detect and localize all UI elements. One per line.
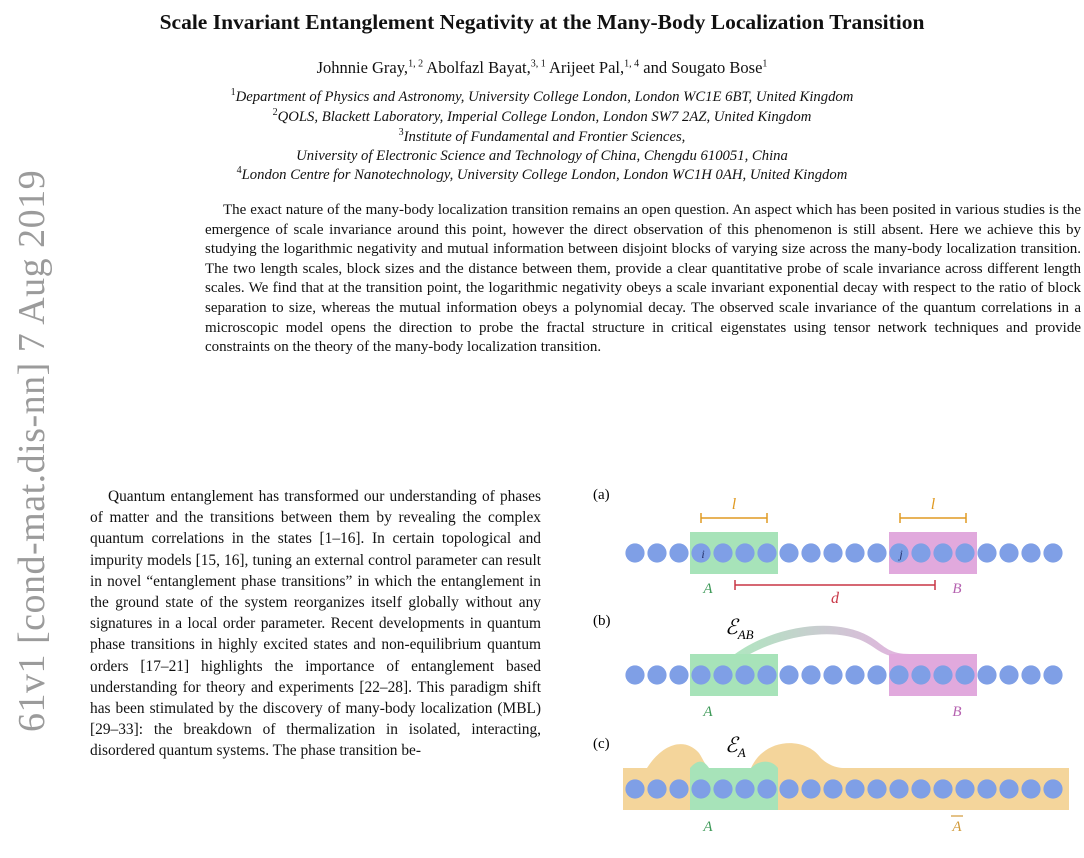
- lattice-site: [977, 779, 996, 798]
- lattice-site: [625, 779, 644, 798]
- lattice-site: [713, 665, 732, 684]
- site-index-j: j: [899, 547, 903, 561]
- lattice-site: [1043, 665, 1062, 684]
- block-b-label: B: [952, 704, 962, 720]
- author: Abolfazl Bayat,$^{3, 1}$: [426, 58, 546, 77]
- block-a-label: A: [703, 819, 713, 835]
- distance-label: d: [831, 590, 839, 607]
- abstract: [205, 201, 1081, 358]
- block-b-label: B: [952, 581, 962, 597]
- lattice-site: [713, 779, 732, 798]
- lattice-site: [1021, 779, 1040, 798]
- panel-a: [593, 487, 1063, 607]
- affiliation: University of Electronic Science and Technology of China, Chengdu 610051, China: [296, 147, 788, 164]
- lattice-site: [735, 665, 754, 684]
- lattice-site: [911, 543, 930, 562]
- lattice-site: [823, 665, 842, 684]
- lattice-site: [933, 779, 952, 798]
- lattice-site: [911, 779, 930, 798]
- lattice-site: [779, 779, 798, 798]
- panel-b: [593, 613, 1063, 720]
- lattice-site: [647, 543, 666, 562]
- lattice-site: [911, 665, 930, 684]
- lattice-site: [647, 665, 666, 684]
- lattice-site: [823, 543, 842, 562]
- affiliation: $^4$London Centre for Nanotechnology, University College London, London WC1H 0AH, United Kingdom: [236, 165, 848, 183]
- block-a-label: A: [703, 704, 713, 720]
- author-list: [0, 58, 1084, 78]
- lattice-site: [845, 779, 864, 798]
- lattice-site: [955, 779, 974, 798]
- lattice-site: [889, 779, 908, 798]
- lattice-site: [669, 665, 688, 684]
- lattice-site: [801, 543, 820, 562]
- lattice-site: [669, 543, 688, 562]
- lattice-site: [735, 779, 754, 798]
- negativity-ab-label: ℰ$_{AB}$: [725, 615, 754, 642]
- length-label-a: l: [731, 496, 737, 513]
- body-column: [90, 486, 541, 762]
- lattice-site: [713, 543, 732, 562]
- lattice-site: [647, 779, 666, 798]
- lattice-site: [757, 543, 776, 562]
- lattice-site: [867, 543, 886, 562]
- lattice-site: [823, 779, 842, 798]
- lattice-site: [955, 543, 974, 562]
- lattice-site: [845, 665, 864, 684]
- lattice-site: [933, 543, 952, 562]
- arxiv-side-stamp: 61v1 [cond-mat.dis-nn] 7 Aug 2019: [11, 169, 53, 732]
- complement-label: A: [952, 819, 962, 835]
- negativity-link-ab: [735, 626, 910, 658]
- lattice-site: [779, 543, 798, 562]
- panel-a-tag: (a): [593, 487, 610, 503]
- body-paragraph: Quantum entanglement has transformed our understanding of phases of matter and the transitions between them by revealing the complex quantum correlations in the states [1–16]. In certain topological and impurity models [15, 16], tuning an external control parameter can result in novel “entanglement phase transitions” in which the entanglement in the ground state of the system reorganizes itself globally without any signatures in a local order parameter. Recent developments in quantum phase transitions in highly excited states and non-equilibrium quantum orders [17–21] highlights the importance of entanglement based understanding for theory and experiments [22–28]. This paradigm shift has been stimulated by the discovery of many-body localization (MBL) [29–33]: the breakdown of thermalization in isolated, interacting, disordered quantum systems. The phase transition be-: [90, 488, 541, 760]
- lattice-site: [955, 665, 974, 684]
- lattice-site: [691, 779, 710, 798]
- lattice-site: [867, 665, 886, 684]
- lattice-site: [669, 779, 688, 798]
- lattice-site: [757, 779, 776, 798]
- lattice-site: [625, 543, 644, 562]
- affiliation: $^3$Institute of Fundamental and Frontier Sciences,: [398, 127, 686, 145]
- panel-b-tag: (b): [593, 613, 611, 629]
- lattice-site: [801, 779, 820, 798]
- lattice-site: [801, 665, 820, 684]
- abstract-text: The exact nature of the many-body localization transition remains an open question. An aspect which has been posited in various studies is the emergence of scale invariance around this point, however the direct observation of this phenomenon is still absent. Here we achieve this by studying the logarithmic negativity and mutual information between disjoint blocks of varying size across the many-body localization transition. The two length scales, block sizes and the distance between them, provide a clear quantitative probe of scale invariance across different length scales. We find that at the transition point, the logarithmic negativity obeys a scale invariant exponential decay with respect to the ratio of block separation to size, whereas the mutual information obeys a polynomial decay. The observed scale invariance of the quantum correlations in a microscopic model opens the direction to probe the fractal structure in critical eigenstates using tensor network techniques and provide constraints on the theory of the many-body localization transition.: [205, 202, 1081, 356]
- affiliation: $^1$Department of Physics and Astronomy, University College London, London WC1E 6BT, United Kingdom: [230, 87, 854, 105]
- lattice-site: [625, 665, 644, 684]
- lattice-site: [691, 665, 710, 684]
- lattice-site: [1021, 543, 1040, 562]
- lattice-site: [889, 665, 908, 684]
- author: Johnnie Gray,$^{1, 2}$: [316, 58, 424, 77]
- block-a-label: A: [703, 581, 713, 597]
- lattice-site: [999, 779, 1018, 798]
- lattice-site: [1043, 543, 1062, 562]
- lattice-site: [1043, 779, 1062, 798]
- panel-c-tag: (c): [593, 736, 610, 752]
- lattice-site: [999, 543, 1018, 562]
- negativity-a-label: ℰ$_A$: [725, 733, 746, 760]
- panel-c: [593, 733, 1069, 835]
- lattice-site: [735, 543, 754, 562]
- site-index-i: i: [701, 547, 705, 561]
- lattice-site: [867, 779, 886, 798]
- lattice-site: [999, 665, 1018, 684]
- lattice-site: [977, 665, 996, 684]
- length-label-b: l: [930, 496, 936, 513]
- author: and Sougato Bose$^1$: [643, 58, 768, 77]
- author: Arijeet Pal,$^{1, 4}$: [548, 58, 640, 77]
- lattice-site: [977, 543, 996, 562]
- lattice-site: [933, 665, 952, 684]
- lattice-site: [779, 665, 798, 684]
- figure-1: [585, 475, 1084, 858]
- affiliation: $^2$QOLS, Blackett Laboratory, Imperial College London, London SW7 2AZ, United Kingdom: [272, 107, 812, 125]
- lattice-site: [1021, 665, 1040, 684]
- lattice-site: [757, 665, 776, 684]
- paper-title: Scale Invariant Entanglement Negativity at the Many-Body Localization Transition: [159, 10, 925, 34]
- lattice-site: [845, 543, 864, 562]
